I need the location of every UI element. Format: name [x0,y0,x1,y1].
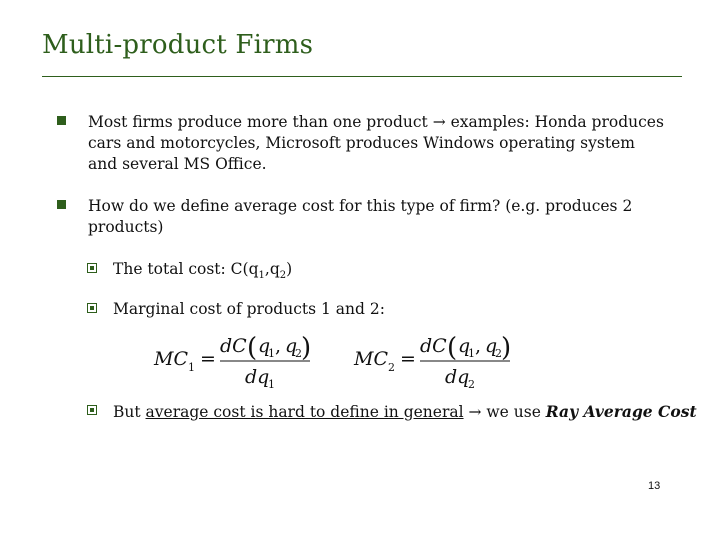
mc1-equals: = [200,348,216,370]
mc1-denominator-sub: 1 [268,378,275,391]
checkbox-bullet-icon [87,303,97,313]
total-cost-subscript-1: 1 [258,270,265,282]
avg-cost-arrow: → we use [463,403,546,421]
mc1-q1-sub: 1 [268,347,275,360]
ray-average-cost-term: Ray Average Cost [545,402,697,421]
bullet-text: Most firms produce more than one product → examples: Honda produces cars and motorcycles, Microsoft produces Windows operating system and several MS Office. [88,113,664,173]
mc2-subscript: 2 [388,361,395,374]
mc1-q1: q [258,335,271,357]
mc1-q2-sub: 2 [295,347,302,360]
mc2-q2: q [485,335,498,357]
title-rule [42,76,682,77]
mc2-open-paren: ( [447,333,458,363]
mc2-close-paren: ) [501,333,512,363]
mc1-q2: q [285,335,298,357]
page-number: 13 [648,480,661,492]
total-cost-mid: ,q [264,260,280,278]
total-cost-suffix: ) [286,260,293,278]
checkbox-bullet-icon [87,405,97,415]
mc2-denominator-sub: 2 [468,378,475,391]
mc1-comma: , [275,335,282,357]
avg-cost-prefix: But [113,403,146,421]
square-bullet-icon [57,200,66,209]
mc2-numerator: dC [420,335,447,357]
mc1-close-paren: ) [301,333,312,363]
total-cost-subscript-2: 2 [279,270,287,282]
mc2-lhs: MC [354,348,388,370]
slide-title: Multi-product Firms [42,30,314,60]
total-cost-prefix: The total cost: C(q [113,260,259,278]
sub-bullet-text [113,259,292,286]
mc2-q1: q [458,335,471,357]
mc1-lhs: MC [154,348,188,370]
checkbox-bullet-icon [87,263,97,273]
marginal-cost-formulas [148,330,568,392]
sub-bullet-text [113,401,697,423]
mc2-equals: = [400,348,416,370]
mc2-q1-sub: 1 [468,347,475,360]
mc1-numerator: dC [220,335,247,357]
mc2-q2-sub: 2 [495,347,502,360]
square-bullet-icon [57,116,66,125]
mc1-denominator: dq [245,366,270,388]
avg-cost-underlined: average cost is hard to define in general [145,403,464,421]
mc1-subscript: 1 [188,361,195,374]
bullet-text: How do we define average cost for this type of firm? (e.g. produces 2 products) [88,197,633,236]
mc2-comma: , [475,335,482,357]
mc2-denominator: dq [445,366,470,388]
sub-bullet-text: Marginal cost of products 1 and 2: [113,300,385,318]
mc1-open-paren: ( [247,333,258,363]
